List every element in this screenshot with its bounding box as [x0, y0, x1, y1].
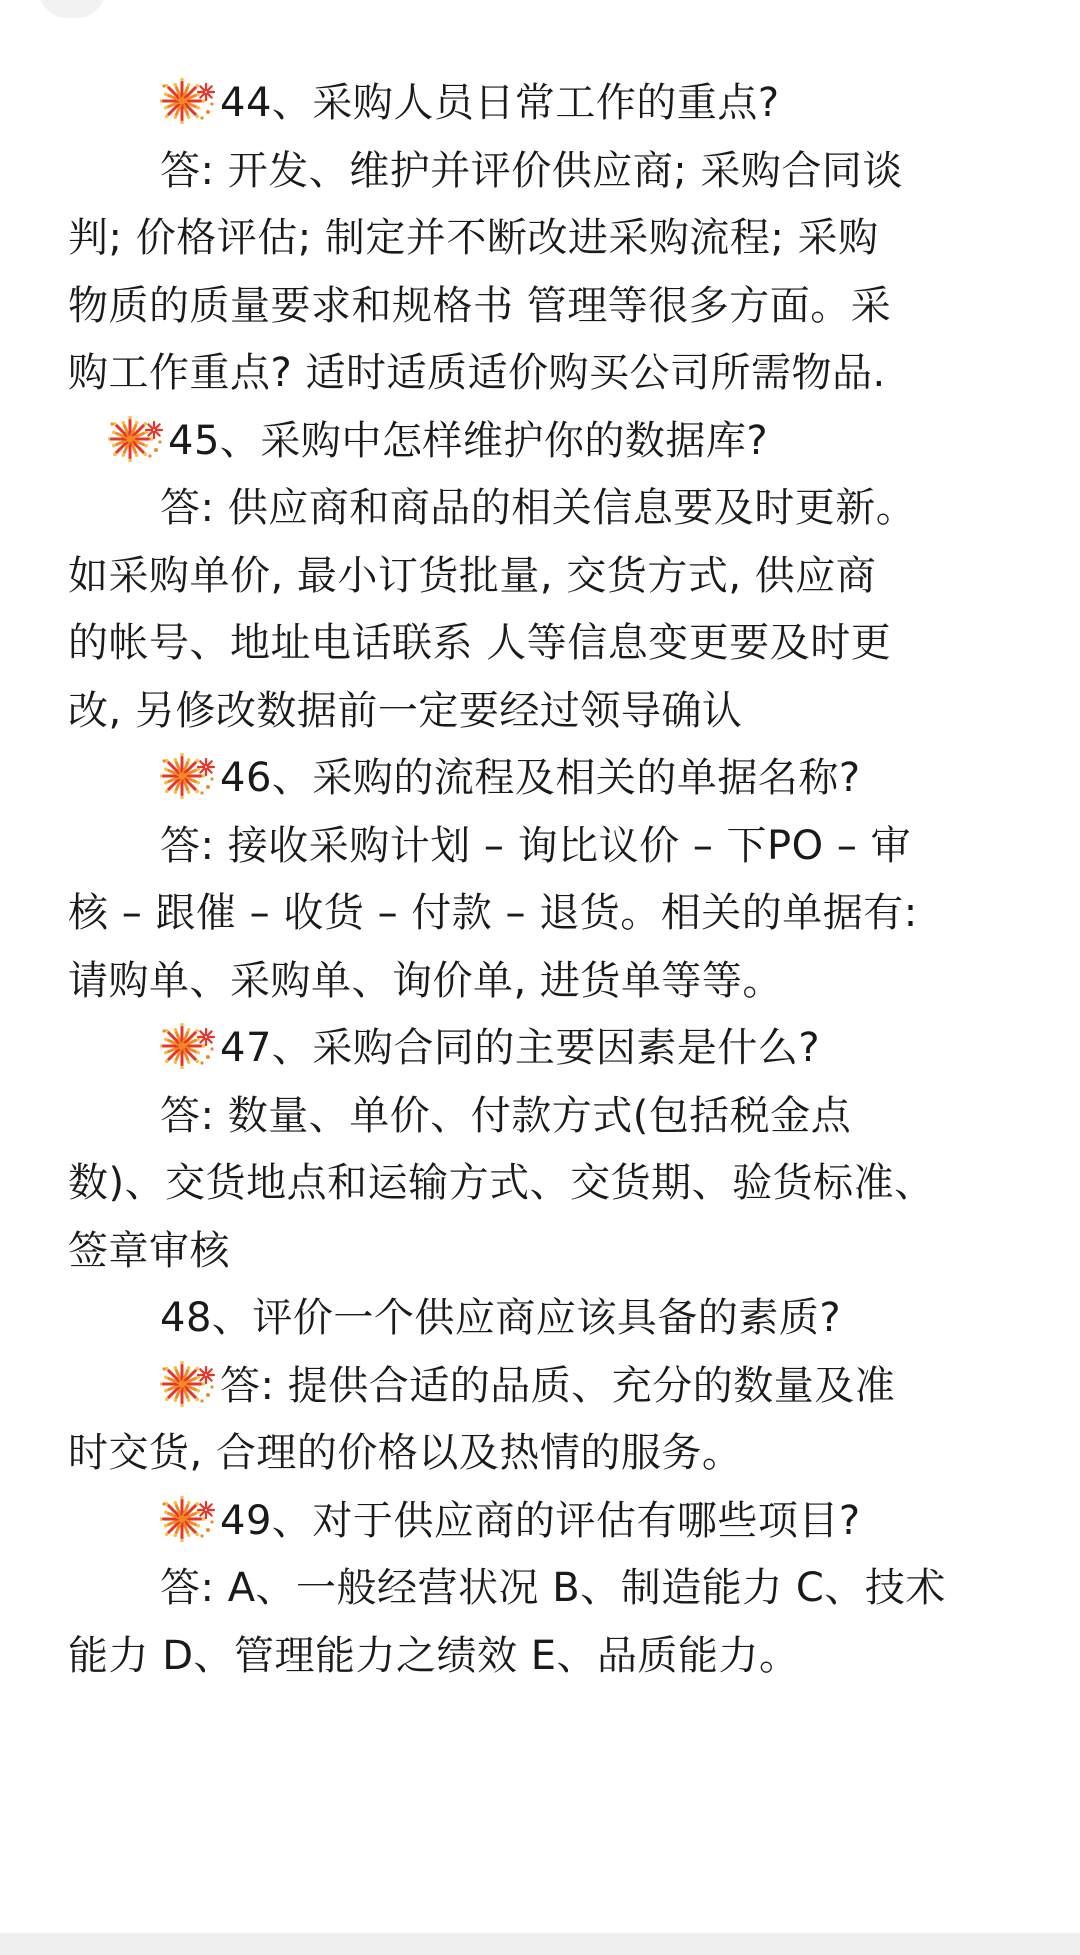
top-bubble [40, 0, 104, 18]
answer-47-line-2: 数)、交货地点和运输方式、交货期、验货标准、 [68, 1160, 935, 1206]
fireworks-icon [160, 1023, 218, 1069]
fireworks-icon [160, 78, 218, 124]
answer-48-line-1: 答: 提供合适的品质、充分的数量及准 [68, 1353, 1028, 1421]
answer-44-line-3: 物质的质量要求和规格书 管理等很多方面。采 [68, 282, 892, 329]
answer-44-line-1: 答: 开发、维护并评价供应商; 采购合同谈 [160, 147, 903, 194]
bottom-bar [0, 1933, 1080, 1955]
answer-49-line-2: 能力 D、管理能力之绩效 E、品质能力。 [68, 1632, 800, 1679]
answer-48-line-2: 时交货, 合理的价格以及热情的服务。 [68, 1430, 743, 1476]
answer-44-line-2: 判; 价格评估; 制定并不断改进采购流程; 采购 [68, 215, 879, 261]
answer-46-line-3: 请购单、采购单、询价单, 进货单等等。 [68, 957, 783, 1004]
answer-46-line-2: 核 – 跟催 – 收货 – 付款 – 退货。相关的单据有: [68, 890, 918, 936]
fireworks-icon [160, 1361, 218, 1407]
fireworks-icon [108, 416, 166, 462]
fireworks-icon [160, 1496, 218, 1542]
article-body [68, 70, 1028, 1690]
answer-49-line-1: 答: A、一般经营状况 B、制造能力 C、技术 [160, 1565, 946, 1611]
question-49: 49、对于供应商的评估有哪些项目? [68, 1488, 1028, 1556]
answer-47-line-1: 答: 数量、单价、付款方式(包括税金点 [160, 1092, 852, 1139]
answer-46-line-1: 答: 接收采购计划 – 询比议价 – 下PO – 审 [160, 822, 912, 869]
answer-44-line-4: 购工作重点? 适时适质适价购买公司所需物品. [68, 350, 886, 396]
answer-45-line-4: 改, 另修改数据前一定要经过领导确认 [68, 687, 743, 734]
question-48: 48、评价一个供应商应该具备的素质? [160, 1295, 842, 1341]
question-46: 46、采购的流程及相关的单据名称? [68, 745, 1028, 813]
answer-45-line-2: 如采购单价, 最小订货批量, 交货方式, 供应商 [68, 552, 877, 599]
question-47: 47、采购合同的主要因素是什么? [68, 1015, 1028, 1083]
question-45: 45、采购中怎样维护你的数据库? [68, 408, 1028, 476]
answer-45-line-3: 的帐号、地址电话联系 人等信息变更要及时更 [68, 620, 892, 666]
answer-47-line-3: 签章审核 [68, 1227, 230, 1274]
question-44: 44、采购人员日常工作的重点? [68, 70, 1028, 138]
fireworks-icon [160, 753, 218, 799]
answer-45-line-1: 答: 供应商和商品的相关信息要及时更新。 [160, 485, 917, 531]
